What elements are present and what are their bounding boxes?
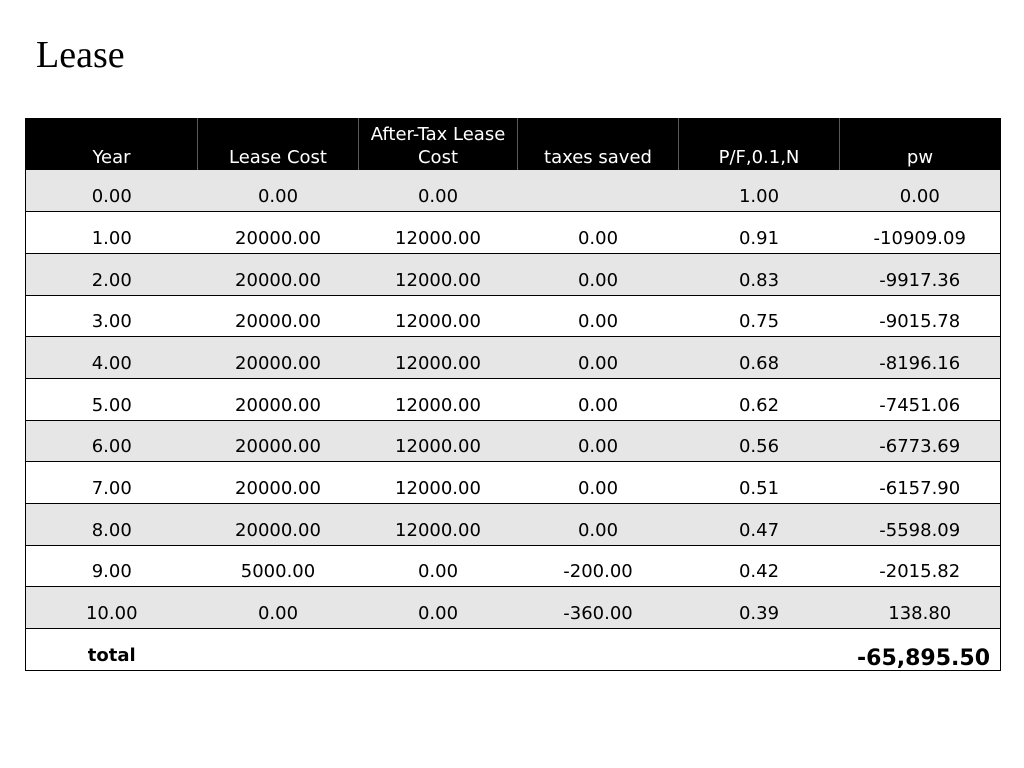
cell-pf-factor: 0.75 bbox=[679, 295, 840, 337]
total-empty-cell bbox=[518, 629, 679, 671]
cell-pw: -6157.90 bbox=[840, 462, 1001, 504]
cell-taxes-saved: 0.00 bbox=[518, 295, 679, 337]
table-row bbox=[26, 253, 1001, 295]
cell-pw: -5598.09 bbox=[840, 504, 1001, 546]
column-header-year: Year bbox=[26, 118, 198, 170]
table-row bbox=[26, 378, 1001, 420]
cell-taxes-saved: 0.00 bbox=[518, 504, 679, 546]
table-row bbox=[26, 170, 1001, 212]
lease-table-header bbox=[26, 118, 1001, 170]
cell-pw: 138.80 bbox=[840, 587, 1001, 629]
total-row bbox=[26, 629, 1001, 671]
cell-taxes-saved: 0.00 bbox=[518, 462, 679, 504]
cell-pw: -10909.09 bbox=[840, 212, 1001, 254]
cell-pf-factor: 0.68 bbox=[679, 337, 840, 379]
table-row bbox=[26, 295, 1001, 337]
cell-year: 3.00 bbox=[26, 295, 198, 337]
cell-taxes-saved: -360.00 bbox=[518, 587, 679, 629]
cell-year: 6.00 bbox=[26, 420, 198, 462]
cell-pf-factor: 0.62 bbox=[679, 378, 840, 420]
table-row bbox=[26, 337, 1001, 379]
cell-after-tax-cost: 12000.00 bbox=[359, 504, 518, 546]
slide-title: Lease bbox=[36, 34, 125, 76]
lease-table-body bbox=[26, 170, 1001, 670]
column-header-pf-factor: P/F,0.1,N bbox=[679, 118, 840, 170]
cell-lease-cost: 20000.00 bbox=[198, 337, 359, 379]
cell-after-tax-cost: 0.00 bbox=[359, 170, 518, 212]
cell-lease-cost: 0.00 bbox=[198, 170, 359, 212]
total-empty-cell bbox=[359, 629, 518, 671]
total-label: total bbox=[26, 629, 198, 671]
cell-taxes-saved: 0.00 bbox=[518, 420, 679, 462]
table-row bbox=[26, 212, 1001, 254]
cell-taxes-saved: 0.00 bbox=[518, 253, 679, 295]
cell-year: 5.00 bbox=[26, 378, 198, 420]
column-header-pw: pw bbox=[840, 118, 1001, 170]
cell-year: 10.00 bbox=[26, 587, 198, 629]
cell-pw: -9917.36 bbox=[840, 253, 1001, 295]
cell-taxes-saved: 0.00 bbox=[518, 337, 679, 379]
cell-lease-cost: 5000.00 bbox=[198, 545, 359, 587]
cell-pw: -9015.78 bbox=[840, 295, 1001, 337]
column-header-lease-cost: Lease Cost bbox=[198, 118, 359, 170]
cell-pf-factor: 0.91 bbox=[679, 212, 840, 254]
header-row bbox=[26, 118, 1001, 170]
cell-pf-factor: 1.00 bbox=[679, 170, 840, 212]
cell-pw: -6773.69 bbox=[840, 420, 1001, 462]
cell-taxes-saved: 0.00 bbox=[518, 212, 679, 254]
table-row bbox=[26, 420, 1001, 462]
after-tax-header-line1: After-Tax Lease bbox=[370, 124, 506, 145]
cell-after-tax-cost: 12000.00 bbox=[359, 462, 518, 504]
lease-table bbox=[25, 118, 1001, 671]
table-row bbox=[26, 504, 1001, 546]
cell-lease-cost: 0.00 bbox=[198, 587, 359, 629]
cell-lease-cost: 20000.00 bbox=[198, 420, 359, 462]
cell-pw: -2015.82 bbox=[840, 545, 1001, 587]
cell-year: 9.00 bbox=[26, 545, 198, 587]
cell-pf-factor: 0.47 bbox=[679, 504, 840, 546]
total-empty-cell bbox=[198, 629, 359, 671]
cell-pf-factor: 0.42 bbox=[679, 545, 840, 587]
cell-year: 7.00 bbox=[26, 462, 198, 504]
cell-pf-factor: 0.39 bbox=[679, 587, 840, 629]
cell-lease-cost: 20000.00 bbox=[198, 253, 359, 295]
cell-year: 8.00 bbox=[26, 504, 198, 546]
cell-taxes-saved: 0.00 bbox=[518, 378, 679, 420]
cell-lease-cost: 20000.00 bbox=[198, 462, 359, 504]
cell-taxes-saved: -200.00 bbox=[518, 545, 679, 587]
cell-lease-cost: 20000.00 bbox=[198, 378, 359, 420]
cell-after-tax-cost: 12000.00 bbox=[359, 295, 518, 337]
cell-lease-cost: 20000.00 bbox=[198, 212, 359, 254]
cell-after-tax-cost: 12000.00 bbox=[359, 253, 518, 295]
cell-year: 1.00 bbox=[26, 212, 198, 254]
cell-pw: -7451.06 bbox=[840, 378, 1001, 420]
table-row bbox=[26, 462, 1001, 504]
cell-pf-factor: 0.51 bbox=[679, 462, 840, 504]
cell-after-tax-cost: 12000.00 bbox=[359, 420, 518, 462]
cell-year: 2.00 bbox=[26, 253, 198, 295]
cell-pf-factor: 0.56 bbox=[679, 420, 840, 462]
table-row bbox=[26, 545, 1001, 587]
cell-pw: -8196.16 bbox=[840, 337, 1001, 379]
cell-after-tax-cost: 0.00 bbox=[359, 587, 518, 629]
total-empty-cell bbox=[679, 629, 840, 671]
cell-year: 4.00 bbox=[26, 337, 198, 379]
cell-lease-cost: 20000.00 bbox=[198, 504, 359, 546]
after-tax-header-line2: Cost bbox=[417, 147, 459, 168]
cell-after-tax-cost: 12000.00 bbox=[359, 337, 518, 379]
cell-lease-cost: 20000.00 bbox=[198, 295, 359, 337]
cell-pf-factor: 0.83 bbox=[679, 253, 840, 295]
column-header-after-tax-lease-cost bbox=[359, 118, 518, 170]
column-header-taxes-saved: taxes saved bbox=[518, 118, 679, 170]
cell-pw: 0.00 bbox=[840, 170, 1001, 212]
cell-after-tax-cost: 12000.00 bbox=[359, 212, 518, 254]
total-value: -65,895.50 bbox=[840, 629, 1001, 671]
cell-after-tax-cost: 12000.00 bbox=[359, 378, 518, 420]
cell-year: 0.00 bbox=[26, 170, 198, 212]
cell-taxes-saved bbox=[518, 170, 679, 212]
table-row bbox=[26, 587, 1001, 629]
cell-after-tax-cost: 0.00 bbox=[359, 545, 518, 587]
